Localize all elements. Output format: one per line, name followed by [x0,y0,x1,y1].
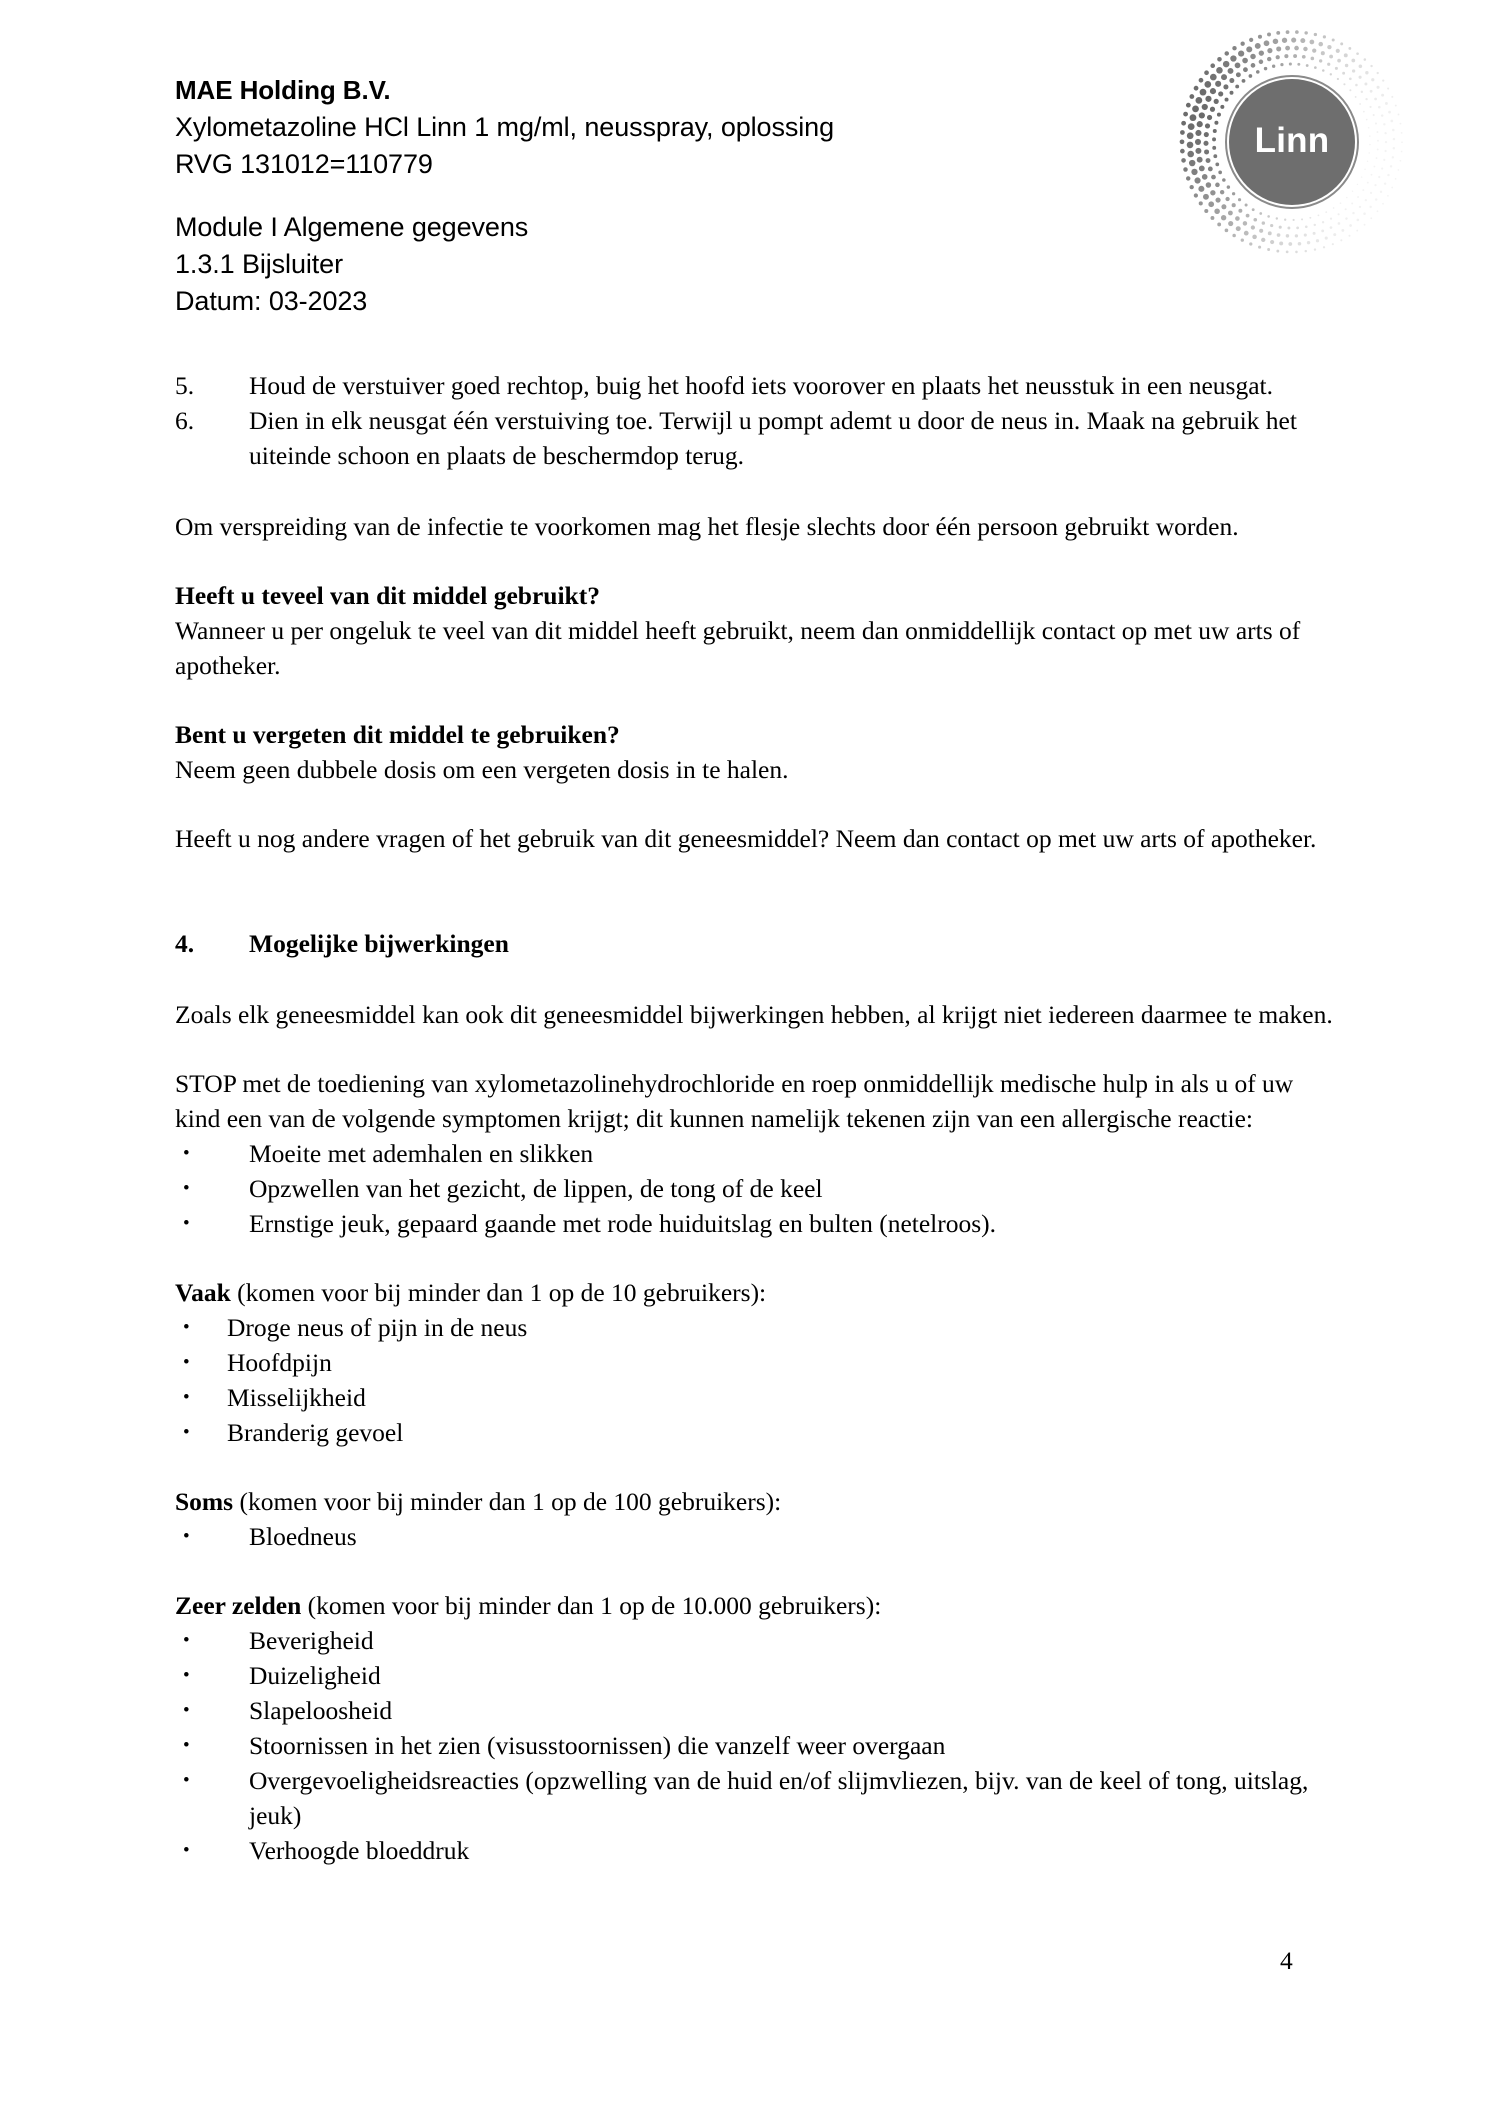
list-item [175,1763,1335,1833]
soms-list [175,1519,1335,1554]
bullet-icon: • [183,1735,190,1756]
overdose-heading-text: Heeft u teveel van dit middel gebruikt? [175,581,600,610]
instruction-steps [175,368,1335,473]
document-body [175,368,1335,1868]
overdose-paragraph: Wanneer u per ongeluk te veel van dit middel heeft gebruikt, neem dan onmiddellijk contact op met uw arts of apotheker. [175,616,1301,680]
bullet-icon: • [183,1422,190,1443]
list-item [175,1519,1335,1554]
list-item-text: Moeite met ademhalen en slikken [249,1139,594,1168]
instruction-step [175,403,1335,473]
list-item-text: Branderig gevoel [227,1418,404,1447]
list-item-text: Slapeloosheid [249,1696,393,1725]
list-item [175,1658,1335,1693]
step-text: Houd de verstuiver goed rechtop, buig het hoofd iets voorover en plaats het neusstuk in een neusgat. [249,371,1273,400]
forgot-heading-text: Bent u vergeten dit middel te gebruiken? [175,720,620,749]
stop-symptom-list [175,1136,1335,1241]
vaak-label: Vaak [175,1278,231,1307]
bullet-icon: • [183,1387,190,1408]
forgot-heading [175,717,1335,752]
questions-paragraph: Heeft u nog andere vragen of het gebruik van dit geneesmiddel? Neem dan contact op met uw arts of apotheker. [175,824,1317,853]
vaak-heading [175,1275,1335,1310]
list-item-text: Verhoogde bloeddruk [249,1836,470,1865]
forgot-paragraph: Neem geen dubbele dosis om een vergeten dosis in te halen. [175,755,789,784]
step-number: 5. [175,371,195,400]
header-company: MAE Holding B.V. [175,75,391,105]
soms-rest: (komen voor bij minder dan 1 op de 100 gebruikers): [233,1487,782,1516]
zeer-zelden-rest: (komen voor bij minder dan 1 op de 10.000 gebruikers): [301,1591,882,1620]
list-item-text: Stoornissen in het zien (visusstoornissen) die vanzelf weer overgaan [249,1731,946,1760]
zeer-zelden-list [175,1623,1335,1868]
soms-label: Soms [175,1487,234,1516]
bullet-icon: • [183,1526,190,1547]
list-item-text: Hoofdpijn [227,1348,332,1377]
section-4-title: Mogelijke bijwerkingen [249,929,509,958]
linn-logo [1178,28,1406,256]
list-item-text: Beverigheid [249,1626,374,1655]
vaak-rest: (komen voor bij minder dan 1 op de 10 gebruikers): [230,1278,767,1307]
list-item [175,1310,1335,1345]
header-section: 1.3.1 Bijsluiter [175,249,343,279]
header-date: Datum: 03-2023 [175,286,368,316]
list-item [175,1415,1335,1450]
stop-warning-paragraph: STOP met de toediening van xylometazolinehydrochloride en roep onmiddellijk medische hulp in als u of uw kind een van de volgende symptomen krijgt; dit kunnen namelijk tekenen zijn van een allergische reactie: [175,1069,1294,1133]
bullet-icon: • [183,1317,190,1338]
list-item-text: Ernstige jeuk, gepaard gaande met rode huiduitslag en bulten (netelroos). [249,1209,997,1238]
section-4-intro: Zoals elk geneesmiddel kan ook dit geneesmiddel bijwerkingen hebben, al krijgt niet iedereen daarmee te maken. [175,1000,1333,1029]
list-item [175,1345,1335,1380]
bullet-icon: • [183,1213,190,1234]
step-text: Dien in elk neusgat één verstuiving toe. Terwijl u pompt ademt u door de neus in. Maak na gebruik het uiteinde schoon en plaats de beschermdop terug. [249,406,1297,470]
list-item [175,1136,1335,1171]
list-item [175,1171,1335,1206]
bullet-icon: • [183,1700,190,1721]
document-header [175,72,1125,320]
header-rvg: RVG 131012=110779 [175,149,433,179]
soms-heading [175,1484,1335,1519]
logo-label: Linn [1254,121,1330,161]
zeer-zelden-label: Zeer zelden [175,1591,302,1620]
bullet-icon: • [183,1178,190,1199]
list-item-text: Bloedneus [249,1522,357,1551]
step-number: 6. [175,406,195,435]
section-4-number: 4. [175,929,195,958]
list-item-text: Opzwellen van het gezicht, de lippen, de tong of de keel [249,1174,823,1203]
header-product: Xylometazoline HCl Linn 1 mg/ml, neusspray, oplossing [175,112,835,142]
bullet-icon: • [183,1352,190,1373]
bullet-icon: • [183,1665,190,1686]
list-item [175,1833,1335,1868]
list-item [175,1693,1335,1728]
list-item-text: Duizeligheid [249,1661,381,1690]
infection-paragraph: Om verspreiding van de infectie te voorkomen mag het flesje slechts door één persoon gebruikt worden. [175,512,1239,541]
list-item-text: Droge neus of pijn in de neus [227,1313,528,1342]
list-item-text: Misselijkheid [227,1383,366,1412]
vaak-list [175,1310,1335,1450]
list-item [175,1206,1335,1241]
zeer-zelden-heading [175,1588,1335,1623]
section-4-heading [175,926,1335,961]
page-number: 4 [1280,1946,1293,1975]
bullet-icon: • [183,1630,190,1651]
bullet-icon: • [183,1770,190,1791]
list-item [175,1728,1335,1763]
overdose-heading [175,578,1335,613]
bullet-icon: • [183,1840,190,1861]
header-module: Module I Algemene gegevens [175,212,529,242]
list-item-text: Overgevoeligheidsreacties (opzwelling van de huid en/of slijmvliezen, bijv. van de keel of tong, uitslag, jeuk) [249,1766,1309,1830]
list-item [175,1380,1335,1415]
bullet-icon: • [183,1143,190,1164]
instruction-step [175,368,1335,403]
list-item [175,1623,1335,1658]
